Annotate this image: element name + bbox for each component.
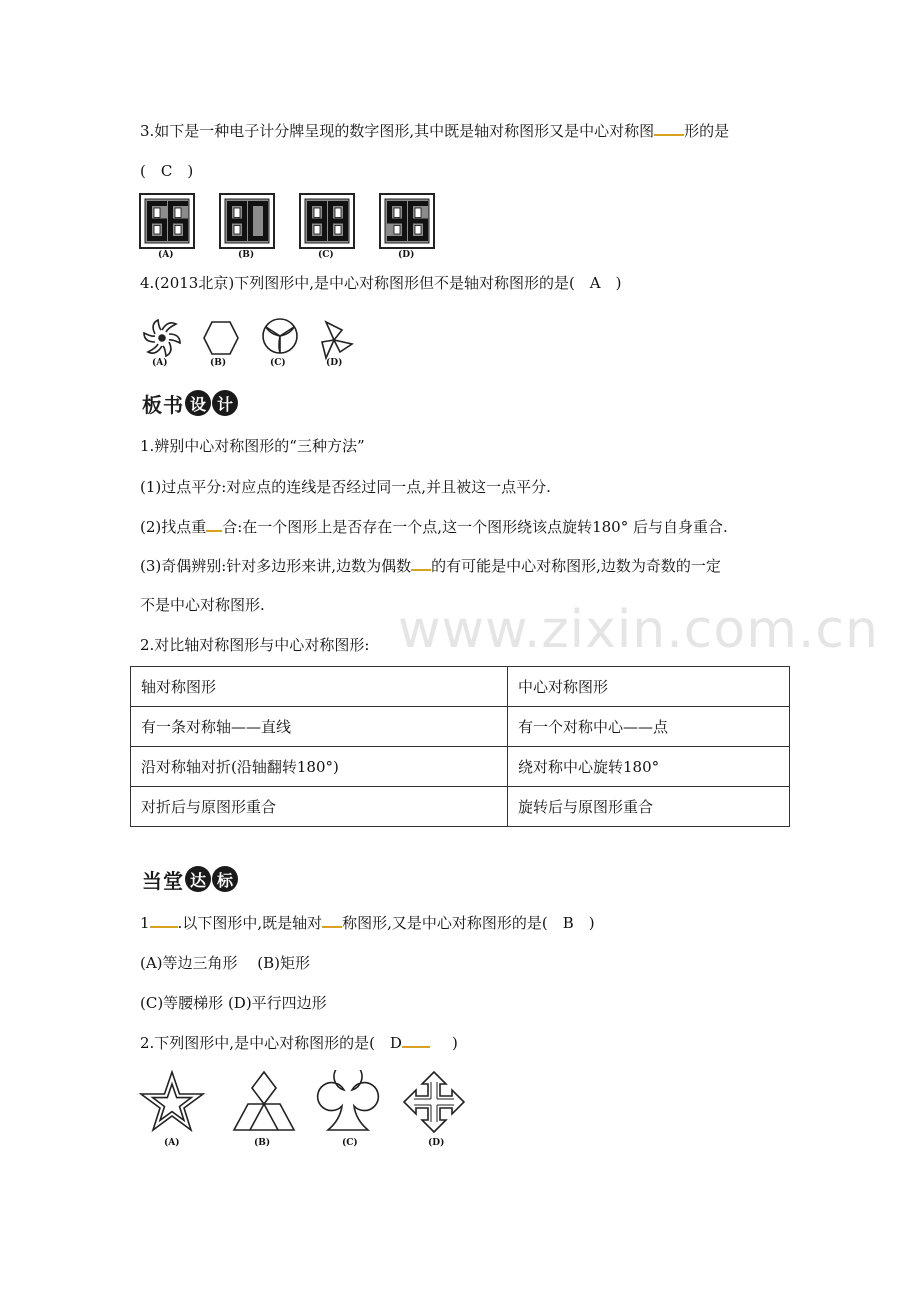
table-row bbox=[131, 707, 790, 747]
option-label-c: (C) bbox=[270, 358, 286, 368]
q3-digit-figures bbox=[138, 192, 438, 266]
option-label-a: (A) bbox=[158, 250, 174, 260]
practice-q1: 1 .以下图形中,既是轴对 称图形,又是中心对称图形的是( B ) bbox=[140, 914, 595, 932]
pinwheel-icon bbox=[144, 320, 180, 356]
answer-blank bbox=[411, 555, 431, 571]
comparison-title: 2.对比轴对称图形与中心对称图形: bbox=[140, 636, 370, 654]
circle-tri-icon bbox=[263, 319, 297, 353]
answer-blank bbox=[654, 120, 684, 136]
q3-answer: ( C ) bbox=[140, 162, 194, 180]
practice-q2-figures bbox=[138, 1070, 478, 1150]
practice-q2: 2.下列图形中,是中心对称图形的是( D ) bbox=[140, 1034, 458, 1052]
table-cell: 轴对称图形 bbox=[131, 667, 508, 707]
option-label-a: (A) bbox=[152, 358, 168, 368]
table-cell: 沿对称轴对折(沿轴翻转180°) bbox=[131, 747, 508, 787]
option-label-d: (D) bbox=[326, 358, 343, 368]
watermark: www.zixin.com.cn bbox=[398, 600, 879, 660]
answer-blank bbox=[150, 912, 178, 928]
section-header-bansheji: 板书 设 计 bbox=[142, 388, 238, 418]
table-row bbox=[131, 787, 790, 827]
q3-question: 3.如下是一种电子计分牌呈现的数字图形,其中既是轴对称图形又是中心对称图 形的是 bbox=[140, 122, 730, 140]
table-row bbox=[131, 667, 790, 707]
option-label-c: (C) bbox=[318, 250, 334, 260]
section-header-dangtangdabiao: 当堂 达 标 bbox=[142, 864, 238, 894]
option-label-b: (B) bbox=[210, 358, 227, 368]
method-3: (3)奇偶辨别:针对多边形来讲,边数为偶数 的有可能是中心对称图形,边数为奇数的一定 bbox=[140, 557, 721, 575]
three-diamonds-icon bbox=[234, 1072, 294, 1130]
practice-q1-options-2: (C)等腰梯形 (D)平行四边形 bbox=[140, 994, 327, 1012]
star-icon bbox=[141, 1072, 203, 1130]
digit-display-figures bbox=[138, 192, 438, 262]
table-cell: 绕对称中心旋转180° bbox=[508, 747, 790, 787]
option-label-b: (B) bbox=[254, 1138, 271, 1148]
windmill-icon bbox=[322, 322, 352, 358]
club-icon bbox=[318, 1070, 379, 1130]
q4-figures bbox=[138, 312, 368, 376]
table-cell: 对折后与原图形重合 bbox=[131, 787, 508, 827]
option-label-b: (B) bbox=[238, 250, 255, 260]
methods-title: 1.辨别中心对称图形的“三种方法” bbox=[140, 437, 365, 455]
answer-blank bbox=[206, 516, 222, 532]
method-2: (2)找点重 合:在一个图形上是否存在一个点,这一个图形绕该点旋转180° 后与自身重合. bbox=[140, 518, 728, 536]
table-cell: 有一条对称轴——直线 bbox=[131, 707, 508, 747]
option-label-a: (A) bbox=[164, 1138, 180, 1148]
method-3-cont: 不是中心对称图形. bbox=[140, 596, 265, 614]
practice-q1-options-1: (A)等边三角形 (B)矩形 bbox=[140, 954, 311, 972]
comparison-table bbox=[130, 666, 790, 827]
q4-question: 4.(2013北京)下列图形中,是中心对称图形但不是轴对称图形的是( A ) bbox=[140, 274, 622, 292]
table-row bbox=[131, 747, 790, 787]
table-cell: 中心对称图形 bbox=[508, 667, 790, 707]
answer-blank bbox=[402, 1032, 430, 1048]
table-cell: 有一个对称中心——点 bbox=[508, 707, 790, 747]
option-label-c: (C) bbox=[342, 1138, 358, 1148]
option-label-d: (D) bbox=[398, 250, 415, 260]
option-label-d: (D) bbox=[428, 1138, 445, 1148]
method-1: (1)过点平分:对应点的连线是否经过同一点,并且被这一点平分. bbox=[140, 478, 551, 496]
hexagon-icon bbox=[204, 322, 238, 354]
table-cell: 旋转后与原图形重合 bbox=[508, 787, 790, 827]
answer-blank bbox=[322, 912, 342, 928]
four-way-arrow-icon bbox=[404, 1072, 464, 1132]
